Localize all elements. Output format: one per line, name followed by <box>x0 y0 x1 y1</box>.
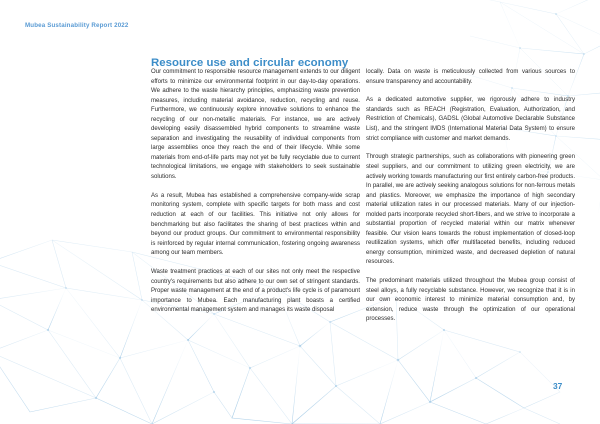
paragraph: locally. Data on waste is meticulously collected from various sources to ensure transparency and accountability. <box>366 69 575 85</box>
paragraph: Through strategic partnerships, such as collaborations with pioneering green steel suppliers, and our commitment to utilizing green electricity, we are actively working towards manufacturing our first entirely carbon-free products. In parallel, we are actively seeking analogous solutions for non-ferrous metals and plastics. Moreover, we emphasize the importance of high secondary material utilization rates in our processed materials. Many of our injection-molded parts incorporate recycled short-fibers, and we strive to incorporate a substantial proportion of recycled material within our matrix whenever feasible. Our vision leans towards the robust implementation of closed-loop reutilization systems, which offer multifaceted benefits, including reduced energy consumption, minimized waste, and decreased depletion of natural resources. <box>366 154 575 266</box>
paragraph: As a result, Mubea has established a comprehensive company-wide scrap monitoring system, complete with specific targets for both mass and cost reduction at each of our facilities. This initiative not only allows for benchmarking but also facilitates the sharing of best practices within and beyond our product groups. Our commitment to environmental responsibility is reinforced by regular internal communication, fostering ongoing awareness among our team members. <box>151 192 360 257</box>
paragraph: As a dedicated automotive supplier, we rigorously adhere to industry standards such as REACH (Registration, Evaluation, Authorization, and Restriction of Chemicals), GADSL (Global Automotive Declarable Substance List), and the stringent IMDS (International Material Data System) to ensure strict compliance with customer and market demands. <box>366 97 575 142</box>
body-column-left <box>151 68 360 316</box>
page-number: 37 <box>553 381 563 391</box>
body-column-right <box>366 68 575 325</box>
page-title: Resource use and circular economy <box>151 56 349 69</box>
paragraph: Waste treatment practices at each of our sites not only meet the respective country's requirements but also adhere to our own set of stringent standards. Proper waste management at the end of a product's life cycle is of paramount importance to Mubea. Each manufacturing plant boasts a certified environmental management system and manages its waste disposal <box>151 268 360 314</box>
paragraph: Our commitment to responsible resource management extends to our diligent efforts to minimize our environmental footprint in our day-to-day operations. We adhere to the waste hierarchy principles, emphasizing waste prevention measures, including material avoidance, reduction, recycling and reuse. Furthermore, we continuously explore innovative solutions to enhance the recycling of our non-metallic materials. For instance, we are actively developing easily disassembled hybrid components to streamline waste separation and investigating the reusability of individual components from large assemblies once they reach the end of their lifecycle. While some materials from end-of-life parts may not yet be fully recyclable due to current technological limitations, we engage with stakeholders to seek sustainable solutions. <box>151 69 360 181</box>
paragraph: The predominant materials utilized throughout the Mubea group consist of steel alloys, a fully recyclable substance. However, we recognize that it is in our own economic interest to minimize material consumption and, by extension, reduce waste through the optimization of our operational processes. <box>366 278 575 323</box>
running-head: Mubea Sustainability Report 2022 <box>25 22 129 29</box>
